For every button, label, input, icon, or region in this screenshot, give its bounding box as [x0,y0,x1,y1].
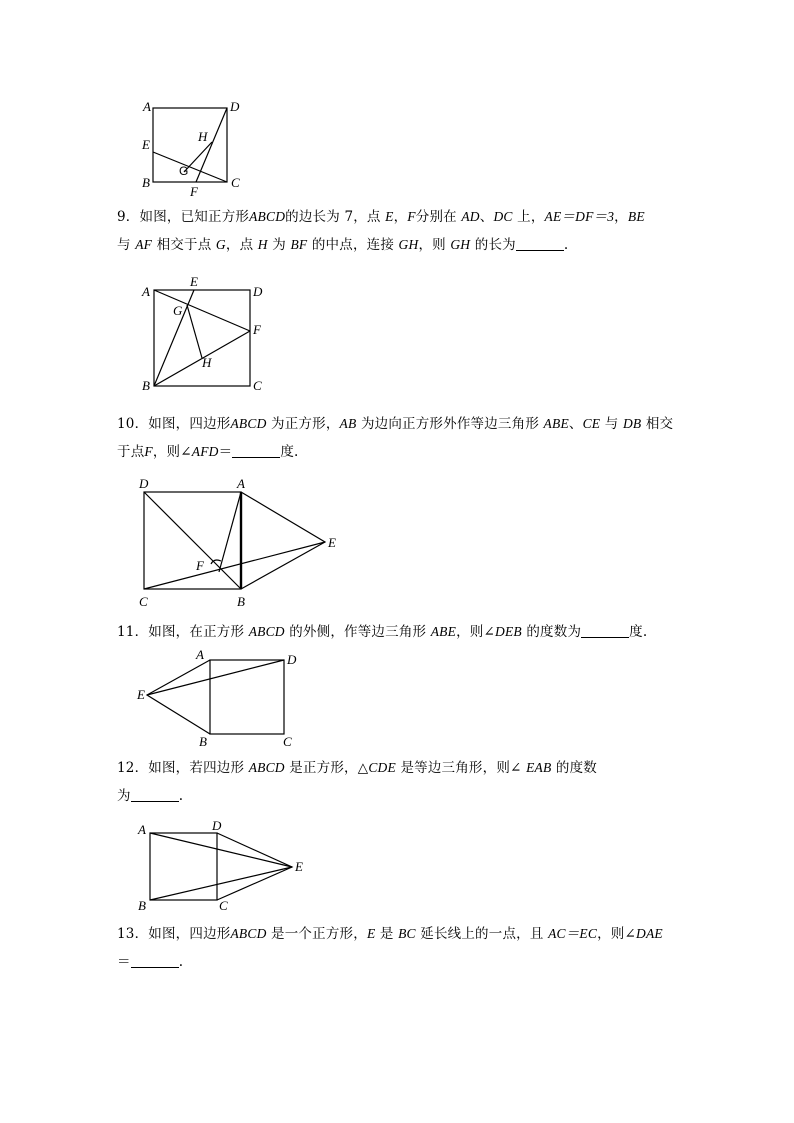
label-b: B [142,378,150,393]
math: AD [461,209,480,224]
label-a: A [142,284,150,299]
label-f: F [190,184,198,199]
math: DAE [636,926,663,941]
question-9-line1 [117,203,677,231]
answer-blank[interactable] [516,236,564,251]
math: E [366,926,376,941]
text: 如图，若四边形 [148,760,245,776]
question-13-line1 [117,920,677,948]
figure-q9 [135,272,275,398]
text: 与 [117,237,131,253]
math: DB [622,416,642,431]
triangle-abe [147,660,210,734]
math: G [215,237,226,252]
question-11-line1 [117,618,677,646]
text: 是一个正方形， [271,926,367,942]
label-c: C [219,898,228,913]
label-e: E [137,687,145,702]
square-abcd [154,290,250,386]
question-13 [117,920,677,976]
question-13-line2 [117,948,677,976]
text: ＝ [218,444,233,460]
label-d: D [212,818,222,833]
question-10-line2 [117,438,677,466]
text: 、 [479,209,494,225]
question-12-line1 [117,754,677,782]
label-f: F [196,558,204,573]
math: E [385,209,394,224]
question-12-line2 [117,782,677,810]
math: ABCD [249,209,286,224]
square-abcd [150,833,217,900]
text: ，则 [418,237,446,253]
text: 为 [272,237,286,253]
math: CE [582,416,601,431]
question-number: 11． [117,624,149,640]
text: 的度数 [555,760,598,776]
segment-ed [147,660,284,695]
label-e: E [328,535,336,550]
figure-q11 [132,645,312,750]
text: 度. [280,444,299,460]
text: 的外侧，作等边三角形 [289,624,427,640]
text: 度. [629,624,648,640]
label-b: B [199,734,207,749]
text: 上， [517,209,545,225]
math: EAB [526,760,552,775]
segment-af [154,290,250,331]
math: ABCD [248,624,285,639]
label-a: A [143,99,151,114]
math: ABCD [230,416,267,431]
text: 的长为 [474,237,516,253]
question-number: 12． [117,760,149,776]
question-10-line1 [117,410,677,438]
segment-db [144,492,241,589]
text: 如图，已知正方形 [139,209,250,225]
label-b: B [142,175,150,190]
answer-blank[interactable] [131,787,179,802]
math: F [407,209,416,224]
text: 相交 [645,416,674,432]
text: 如图，在正方形 [148,624,245,640]
math: CDE [368,760,396,775]
text: ，则∠ [152,444,192,460]
label-c: C [231,175,240,190]
label-a: A [196,647,204,662]
text: 是 [379,926,394,942]
triangle-abe [241,492,325,589]
label-a: A [138,822,146,837]
text: 分别在 [415,209,457,225]
label-a: A [237,476,245,491]
segment-af [219,492,241,572]
figure-q10 [132,475,352,615]
label-c: C [139,594,148,609]
label-g: G [173,303,183,318]
text: 为 [117,788,131,804]
math: DC [493,209,513,224]
square-abcd [153,108,227,182]
label-e: E [190,274,198,289]
text: 延长线上的一点，且 [420,926,544,942]
text: 如图，四边形 [148,416,231,432]
text: 为正方形， [271,416,340,432]
label-b: B [138,898,146,913]
math: ABCD [230,926,267,941]
math: BC [398,926,416,941]
label-c: C [283,734,292,749]
answer-blank[interactable] [131,953,179,968]
text: 为边向正方形外作等边三角形 [360,416,540,432]
label-d: D [287,652,297,667]
text: ＝ [117,954,131,970]
figure-q12 [132,815,317,915]
figure-q8 [130,95,250,203]
text: 相交于点 [156,237,212,253]
text: . [178,788,184,804]
square-abcd [210,660,284,734]
label-f: F [253,322,261,337]
text: 、 [568,416,583,432]
text: 的中点，连接 [311,237,395,253]
label-g: G [179,164,189,178]
text: 是等边三角形，则∠ [400,760,522,776]
text: ，则∠ [456,624,495,640]
math: ABE [430,624,457,639]
label-c: C [253,378,262,393]
math: AB [339,416,357,431]
text: 于点 [117,444,145,460]
segment-ae [150,833,292,867]
question-number: 13． [117,926,149,942]
math: AE＝DF＝3 [544,209,615,224]
math: BF [290,237,308,252]
math: H [257,237,268,252]
segment-ec [153,152,227,182]
label-d: D [139,476,149,491]
math: ABCD [248,760,285,775]
text: ，则∠ [597,926,636,942]
text: 是正方形，△ [289,760,369,776]
text: ，点 [225,237,254,253]
triangle-cde [217,833,292,900]
label-h: H [202,355,212,370]
text: 与 [604,416,619,432]
question-12 [117,754,677,810]
math: ABE [543,416,569,431]
segment-df [196,108,227,182]
label-d: D [253,284,263,299]
text: . [178,954,184,970]
answer-blank[interactable] [581,623,629,638]
math: AF [135,237,153,252]
question-9 [117,203,677,259]
math: DEB [495,624,522,639]
math: GH [450,237,471,252]
label-d: D [230,99,240,114]
math: AFD [191,444,219,459]
question-number: 10． [117,416,149,432]
math: BE [627,209,645,224]
text: ， [393,209,408,225]
text: 的边长为 7，点 [285,209,381,225]
question-9-line2 [117,231,677,259]
text: 的度数为 [526,624,582,640]
label-e: E [142,137,150,152]
question-11 [117,618,677,646]
math: F [144,444,153,459]
segment-gh [187,305,202,358]
text: . [563,237,569,253]
label-b: B [237,594,245,609]
label-e: E [295,859,303,874]
math: AC＝EC [548,926,598,941]
question-10 [117,410,677,466]
text: ， [614,209,628,225]
label-h: H [198,129,208,144]
answer-blank[interactable] [232,443,280,458]
segment-be [150,867,292,900]
math: GH [398,237,419,252]
question-number: 9． [117,209,140,225]
text: 如图，四边形 [148,926,231,942]
